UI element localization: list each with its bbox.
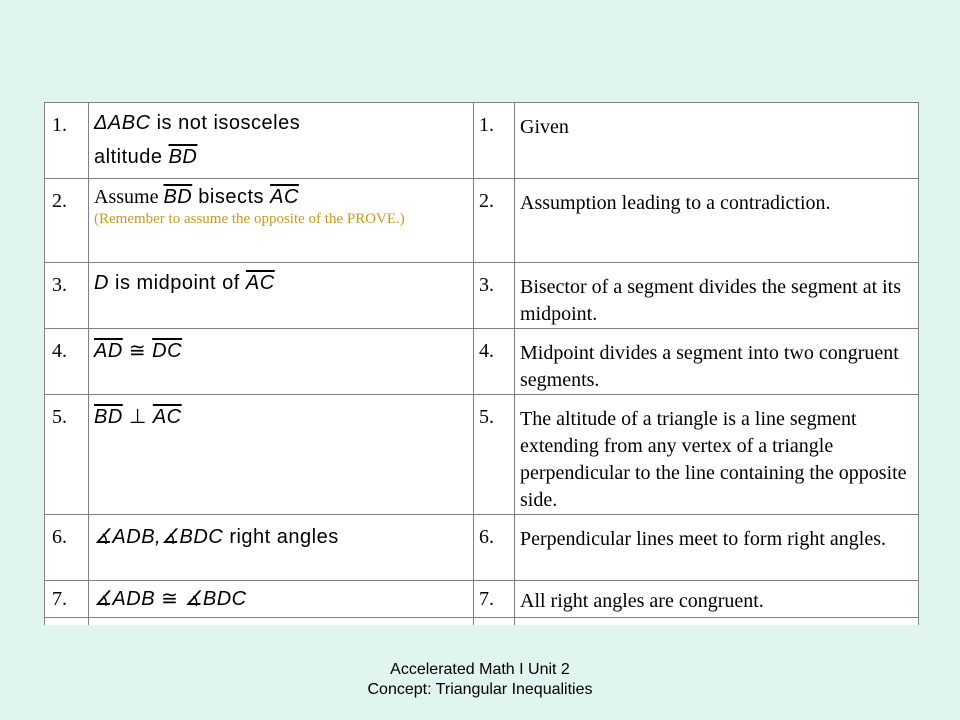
reason-text: Bisector of a segment divides the segment at its midpoint. — [515, 263, 919, 329]
proof-row-5 — [45, 395, 919, 515]
slide-footer — [0, 660, 960, 700]
statement-line — [94, 338, 469, 363]
reason-text: Perpendicular lines meet to form right angles. — [515, 515, 919, 581]
segment-label: $\overline{AC}$ — [245, 272, 275, 294]
proof-table — [44, 102, 919, 625]
reason-number: 1. — [474, 103, 515, 179]
perpendicular-symbol: ⊥ — [122, 406, 153, 428]
reason-text: All right angles are congruent. — [515, 581, 919, 618]
reason-number: 6. — [474, 515, 515, 581]
triangle-symbol: ΔABC — [94, 112, 151, 134]
proof-row-1 — [45, 103, 919, 179]
segment-label: $\overline{AC}$ — [152, 406, 182, 428]
empty-cell — [45, 618, 89, 625]
statement-line — [94, 272, 469, 295]
reason-number: 7. — [474, 581, 515, 618]
angle-label: ∡ADB, — [94, 526, 162, 548]
statement-line — [94, 146, 469, 169]
reason-text: Assumption leading to a contradiction. — [515, 179, 919, 263]
statement-text: right angles — [223, 526, 339, 548]
statement-cell — [89, 329, 474, 395]
angle-label: ∡BDC — [161, 526, 224, 548]
statement-cell — [89, 395, 474, 515]
statement-number: 4. — [45, 329, 89, 395]
empty-cell — [474, 618, 515, 625]
statement-number: 7. — [45, 581, 89, 618]
statement-cell — [89, 515, 474, 581]
proof-row-2 — [45, 179, 919, 263]
footer-course: Accelerated Math I Unit 2 — [390, 661, 570, 678]
statement-cell — [89, 263, 474, 329]
statement-text: altitude — [94, 146, 169, 168]
congruent-symbol: ≅ — [122, 340, 153, 362]
statement-line — [94, 524, 469, 549]
statement-text: is midpoint of — [108, 272, 246, 294]
statement-number: 1. — [45, 103, 89, 179]
statement-line — [94, 404, 469, 429]
segment-label: $\overline{BD}$ — [168, 146, 198, 168]
angle-label: ∡BDC — [184, 588, 247, 610]
segment-label: $\overline{DC}$ — [152, 340, 183, 362]
statement-line — [94, 112, 469, 135]
angle-label: ∡ADB — [94, 588, 156, 610]
segment-label: $\overline{BD}$ — [94, 406, 123, 428]
empty-cell — [515, 618, 919, 625]
statement-number: 5. — [45, 395, 89, 515]
statement-cell — [89, 581, 474, 618]
statement-line — [94, 186, 469, 209]
reason-number: 4. — [474, 329, 515, 395]
statement-cell — [89, 103, 474, 179]
assumption-note: (Remember to assume the opposite of the PROVE.) — [94, 211, 405, 227]
statement-text: bisects — [192, 186, 271, 208]
statement-number: 3. — [45, 263, 89, 329]
reason-number: 3. — [474, 263, 515, 329]
segment-label: $\overline{AD}$ — [94, 340, 123, 362]
statement-number: 6. — [45, 515, 89, 581]
reason-text: Midpoint divides a segment into two congruent segments. — [515, 329, 919, 395]
reason-number: 2. — [474, 179, 515, 263]
statement-cell — [89, 179, 474, 263]
proof-row-4 — [45, 329, 919, 395]
proof-row-7 — [45, 581, 919, 618]
congruent-symbol: ≅ — [155, 588, 185, 610]
proof-row-3 — [45, 263, 919, 329]
point-label: D — [94, 272, 109, 294]
empty-cell — [89, 618, 474, 625]
segment-label: $\overline{BD}$ — [163, 186, 193, 208]
reason-text: Given — [515, 103, 919, 179]
reason-text: The altitude of a triangle is a line segment extending from any vertex of a triangle perpendicular to the line containing the opposite side. — [515, 395, 919, 515]
reason-number: 5. — [474, 395, 515, 515]
proof-row-6 — [45, 515, 919, 581]
assume-label: Assume — [94, 186, 164, 208]
statement-text: is not isosceles — [150, 112, 301, 134]
proof-row-clipped — [45, 618, 919, 625]
statement-number: 2. — [45, 179, 89, 263]
statement-line — [94, 586, 469, 611]
footer-concept: Concept: Triangular Inequalities — [367, 681, 593, 698]
segment-label: $\overline{AC}$ — [270, 186, 299, 208]
